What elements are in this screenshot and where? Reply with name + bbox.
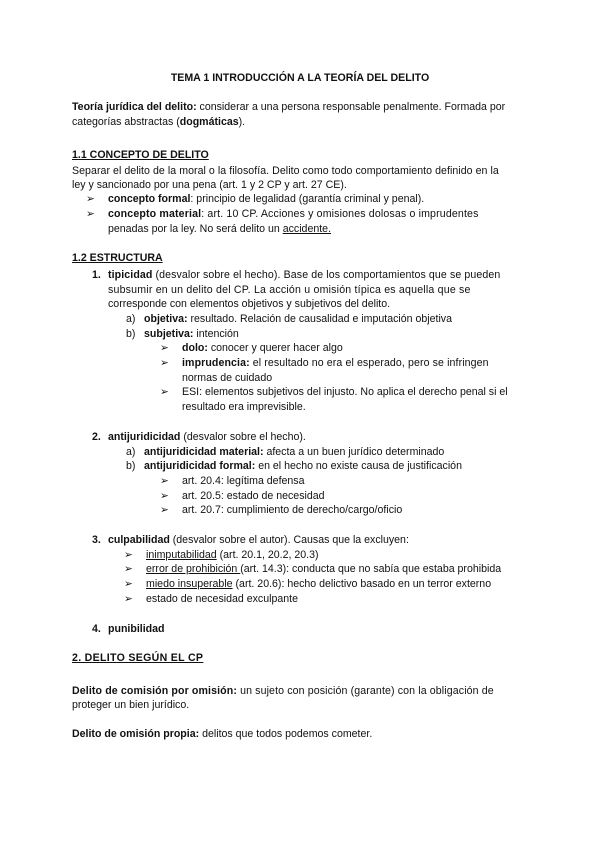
arrow-bullet-icon: ➢: [124, 593, 133, 605]
antijuridicidad-material: antijuridicidad material: afecta a un buen jurídico determinado: [144, 446, 445, 458]
bullet-concepto-formal: ➢ concepto formal: principio de legalidad (garantía criminal y penal).: [86, 193, 425, 205]
arrow-bullet-icon: ➢: [124, 563, 133, 575]
bullet-art-20-5: ➢ art. 20.5: estado de necesidad: [160, 490, 325, 502]
bullet-dolo: ➢ dolo: conocer y querer hacer algo: [160, 342, 343, 354]
concepto-para-line-2: ley y sancionado por una pena (art. 1 y 2 CP y art. 27 CE).: [72, 179, 347, 191]
arrow-bullet-icon: ➢: [160, 342, 169, 354]
tipicidad-line-3: corresponde con elementos objetivos y subjetivos del delito.: [108, 298, 391, 310]
antijuridicidad-formal: antijuridicidad formal: en el hecho no existe causa de justificación: [144, 460, 462, 472]
arrow-bullet-icon: ➢: [160, 386, 169, 398]
concepto-material-line-2: penadas por la ley. No será delito un accidente.: [108, 223, 332, 235]
bullet-concepto-material: ➢ concepto material: art. 10 CP. Acciones y omisiones dolosas o imprudentes: [86, 208, 479, 220]
bullet-esi: ➢ ESI: elementos subjetivos del injusto. No aplica el derecho penal si el: [160, 386, 508, 398]
sublabel-b: b): [126, 328, 136, 340]
list-number-2: 2.: [92, 431, 101, 443]
bullet-estado-necesidad: ➢ estado de necesidad exculpante: [124, 593, 298, 605]
sublabel-a: a): [126, 446, 136, 458]
bullet-art-20-7: ➢ art. 20.7: cumplimiento de derecho/cargo/oficio: [160, 504, 403, 516]
arrow-bullet-icon: ➢: [160, 475, 169, 487]
section-heading-delito-cp: 2. DELITO SEGÚN EL CP: [72, 652, 204, 664]
bullet-error-prohibicion: ➢ error de prohibición (art. 14.3): conducta que no sabía que estaba prohibida: [124, 563, 502, 575]
sublabel-a: a): [126, 313, 136, 325]
comision-omision-line-1: Delito de comisión por omisión: un sujeto con posición (garante) con la obligación de: [72, 685, 494, 697]
arrow-bullet-icon: ➢: [124, 578, 133, 590]
sublabel-b: b): [126, 460, 136, 472]
intro-line-1: Teoría jurídica del delito: considerar a una persona responsable penalmente. Formada por: [72, 101, 506, 113]
arrow-bullet-icon: ➢: [124, 549, 133, 561]
culpabilidad-line: culpabilidad (desvalor sobre el autor). Causas que la excluyen:: [108, 534, 409, 546]
comision-omision-line-2: proteger un bien jurídico.: [72, 699, 190, 711]
bullet-art-20-4: ➢ art. 20.4: legítima defensa: [160, 475, 305, 487]
arrow-bullet-icon: ➢: [160, 504, 169, 516]
bullet-imprudencia: ➢ imprudencia: el resultado no era el esperado, pero se infringen: [160, 357, 489, 369]
arrow-bullet-icon: ➢: [160, 490, 169, 502]
tipicidad-line-1: tipicidad (desvalor sobre el hecho). Base de los comportamientos que se pueden: [108, 269, 501, 281]
page-title: TEMA 1 INTRODUCCIÓN A LA TEORÍA DEL DELITO: [170, 72, 430, 84]
section-heading-estructura: 1.2 ESTRUCTURA: [72, 252, 163, 264]
omision-propia-line: Delito de omisión propia: delitos que todos podemos cometer.: [72, 728, 373, 740]
intro-line-2: categorías abstractas (dogmáticas).: [72, 116, 246, 128]
list-number-4: 4.: [92, 623, 101, 635]
list-number-1: 1.: [92, 269, 101, 281]
arrow-bullet-icon: ➢: [86, 193, 95, 205]
punibilidad: punibilidad: [108, 623, 165, 635]
tipicidad-line-2: subsumir en un delito del CP. La acción u omisión típica es aquella que se: [108, 284, 471, 296]
arrow-bullet-icon: ➢: [160, 357, 169, 369]
list-number-3: 3.: [92, 534, 101, 546]
esi-line-2: resultado era imprevisible.: [182, 401, 306, 413]
bullet-miedo-insuperable: ➢ miedo insuperable (art. 20.6): hecho delictivo basado en un terror externo: [124, 578, 492, 590]
antijuridicidad-line: antijuridicidad (desvalor sobre el hecho).: [108, 431, 306, 443]
concepto-para-line-1: Separar el delito de la moral o la filosofía. Delito como todo comportamiento definido en la: [72, 165, 499, 177]
bullet-inimputabilidad: ➢ inimputabilidad (art. 20.1, 20.2, 20.3): [124, 549, 319, 561]
arrow-bullet-icon: ➢: [86, 208, 96, 220]
tipicidad-subjetiva: subjetiva: intención: [144, 328, 239, 340]
section-heading-concepto: 1.1 CONCEPTO DE DELITO: [72, 149, 209, 161]
imprudencia-line-2: normas de cuidado: [182, 372, 273, 384]
tipicidad-objetiva: objetiva: resultado. Relación de causalidad e imputación objetiva: [144, 313, 452, 325]
